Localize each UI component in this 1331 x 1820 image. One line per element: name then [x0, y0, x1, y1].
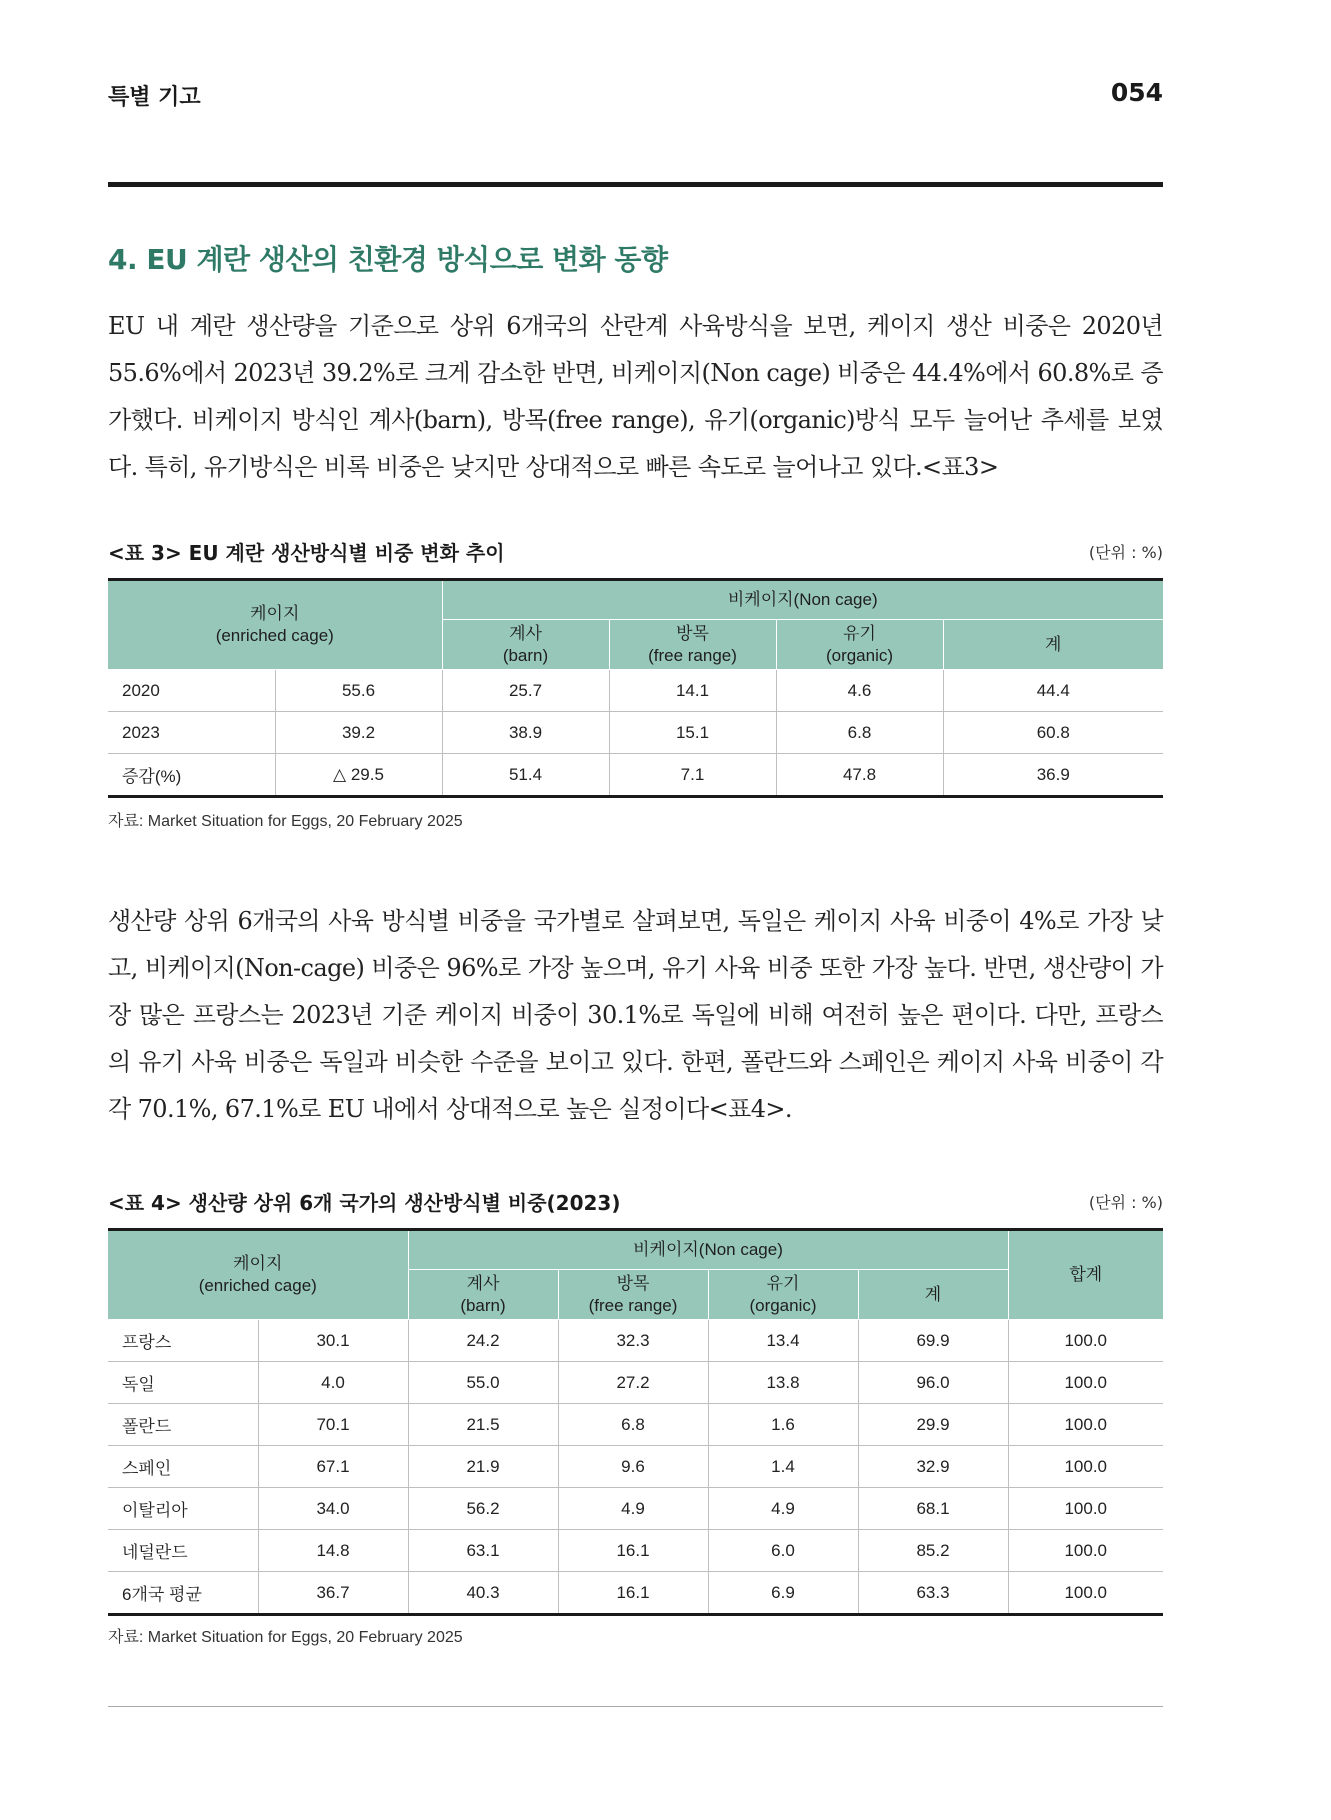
table3-header-barn-label: 계사 [509, 623, 542, 643]
cell-free: 16.1 [558, 1530, 708, 1572]
cell-sum: 100.0 [1008, 1404, 1163, 1446]
table3-unit: (단위 : %) [1088, 543, 1163, 562]
cell-organic: 4.6 [776, 670, 943, 712]
cell-cage: 4.0 [258, 1362, 408, 1404]
table3-header-free-label: 방목 [676, 623, 709, 643]
cell-cage: 70.1 [258, 1404, 408, 1446]
cell-cage: 36.7 [258, 1572, 408, 1615]
table3-header-organic-label: 유기 [843, 623, 876, 643]
cell-barn: 21.5 [408, 1404, 558, 1446]
table-row [108, 1404, 1163, 1446]
table4-header-free-sub: (free range) [588, 1295, 678, 1315]
table3-header-total: 계 [943, 620, 1163, 670]
table3-caption: <표 3> EU 계란 생산방식별 비중 변화 추이 [108, 541, 505, 565]
table3-header-free [609, 620, 776, 670]
table-row [108, 1446, 1163, 1488]
cell-total: 69.9 [858, 1320, 1008, 1362]
row-label: 2020 [108, 670, 275, 712]
table-row [108, 1572, 1163, 1615]
table3-header-cage-sub: (enriched cage) [215, 626, 334, 645]
table4-source: 자료: Market Situation for Eggs, 20 February 2025 [108, 1629, 463, 1646]
cell-total: 63.3 [858, 1572, 1008, 1615]
table4-header-cage-label: 케이지 [233, 1254, 283, 1273]
cell-barn: 40.3 [408, 1572, 558, 1615]
cell-organic: 13.8 [708, 1362, 858, 1404]
table4-header-organic-sub: (organic) [749, 1295, 817, 1315]
cell-barn: 25.7 [442, 670, 609, 712]
row-label: 2023 [108, 712, 275, 754]
cell-sum: 100.0 [1008, 1572, 1163, 1615]
table-row [108, 670, 1163, 712]
cell-free: 4.9 [558, 1488, 708, 1530]
cell-cage: △ 29.5 [275, 754, 442, 797]
table4-header-noncage: 비케이지(Non cage) [408, 1230, 1008, 1270]
table4 [108, 1228, 1163, 1616]
table3-header-noncage: 비케이지(Non cage) [442, 580, 1163, 620]
table4-header-free [558, 1270, 708, 1320]
cell-sum: 100.0 [1008, 1530, 1163, 1572]
table4-unit: (단위 : %) [1088, 1193, 1163, 1212]
cell-total: 44.4 [943, 670, 1163, 712]
cell-organic: 6.8 [776, 712, 943, 754]
table4-header-free-label: 방목 [616, 1273, 650, 1293]
table4-header-barn-sub: (barn) [460, 1295, 506, 1315]
cell-organic: 1.6 [708, 1404, 858, 1446]
table3-header-barn [442, 620, 609, 670]
table4-header-sum: 합계 [1008, 1230, 1163, 1320]
table4-header-barn-label: 계사 [466, 1273, 500, 1293]
table-row [108, 1530, 1163, 1572]
cell-barn: 56.2 [408, 1488, 558, 1530]
cell-barn: 55.0 [408, 1362, 558, 1404]
cell-cage: 30.1 [258, 1320, 408, 1362]
row-label: 스페인 [108, 1446, 258, 1488]
table3-header-cage-label: 케이지 [250, 604, 300, 623]
cell-total: 68.1 [858, 1488, 1008, 1530]
row-label: 네덜란드 [108, 1530, 258, 1572]
table4-header-organic-label: 유기 [766, 1273, 800, 1293]
table4-header-cage [108, 1230, 408, 1320]
cell-barn: 21.9 [408, 1446, 558, 1488]
cell-sum: 100.0 [1008, 1320, 1163, 1362]
table3-header-organic-sub: (organic) [825, 645, 894, 665]
cell-cage: 67.1 [258, 1446, 408, 1488]
header-rule [108, 182, 1163, 187]
cell-barn: 24.2 [408, 1320, 558, 1362]
table3-header-barn-sub: (barn) [502, 645, 549, 665]
row-label: 독일 [108, 1362, 258, 1404]
table3 [108, 578, 1163, 798]
header-section-label: 특별 기고 [108, 85, 201, 110]
table3-header-free-sub: (free range) [648, 645, 737, 665]
cell-sum: 100.0 [1008, 1446, 1163, 1488]
cell-free: 9.6 [558, 1446, 708, 1488]
cell-cage: 39.2 [275, 712, 442, 754]
cell-total: 36.9 [943, 754, 1163, 797]
table4-caption: <표 4> 생산량 상위 6개 국가의 생산방식별 비중(2023) [108, 1191, 621, 1215]
cell-organic: 47.8 [776, 754, 943, 797]
row-label: 증감(%) [122, 767, 182, 786]
cell-free: 6.8 [558, 1404, 708, 1446]
cell-free: 16.1 [558, 1572, 708, 1615]
table-row [108, 712, 1163, 754]
cell-sum: 100.0 [1008, 1488, 1163, 1530]
cell-total: 29.9 [858, 1404, 1008, 1446]
row-label: 6개국 평균 [122, 1585, 202, 1604]
table4-header-cage-sub: (enriched cage) [198, 1276, 317, 1295]
cell-organic: 6.9 [708, 1572, 858, 1615]
table-row [108, 1488, 1163, 1530]
table-row [108, 1362, 1163, 1404]
table4-header-organic [708, 1270, 858, 1320]
table3-header-cage [108, 580, 442, 670]
row-label: 이탈리아 [108, 1488, 258, 1530]
cell-organic: 4.9 [708, 1488, 858, 1530]
table-row [108, 754, 1163, 797]
table4-header-barn [408, 1270, 558, 1320]
cell-cage: 34.0 [258, 1488, 408, 1530]
table-row [108, 1320, 1163, 1362]
cell-organic: 1.4 [708, 1446, 858, 1488]
cell-cage: 55.6 [275, 670, 442, 712]
table3-source: 자료: Market Situation for Eggs, 20 February 2025 [108, 813, 463, 830]
cell-barn: 63.1 [408, 1530, 558, 1572]
footer-rule [108, 1706, 1163, 1707]
row-label: 폴란드 [108, 1404, 258, 1446]
cell-free: 27.2 [558, 1362, 708, 1404]
cell-total: 85.2 [858, 1530, 1008, 1572]
cell-free: 14.1 [609, 670, 776, 712]
cell-total: 32.9 [858, 1446, 1008, 1488]
cell-sum: 100.0 [1008, 1362, 1163, 1404]
section-title: 4. EU 계란 생산의 친환경 방식으로 변화 동향 [108, 243, 668, 276]
row-label: 프랑스 [108, 1320, 258, 1362]
cell-free: 7.1 [609, 754, 776, 797]
cell-organic: 6.0 [708, 1530, 858, 1572]
table4-header-total: 계 [858, 1270, 1008, 1320]
cell-total: 96.0 [858, 1362, 1008, 1404]
paragraph-1: EU 내 계란 생산량을 기준으로 상위 6개국의 산란계 사육방식을 보면, 케이지 생산 비중은 2020년 55.6%에서 2023년 39.2%로 크게 감소한 반면, 비케이지(Non cage) 비중은 44.4%에서 60.8%로 증가했다. 비케이지 방식인 계사(barn), 방목(free range), 유기(organic)방식 모두 늘어난 추세를 보였다. 특히, 유기방식은 비록 비중은 낮지만 상대적으로 빠른 속도로 늘어나고 있다.<표3> [108, 312, 1163, 481]
cell-cage: 14.8 [258, 1530, 408, 1572]
cell-free: 32.3 [558, 1320, 708, 1362]
cell-free: 15.1 [609, 712, 776, 754]
paragraph-2: 생산량 상위 6개국의 사육 방식별 비중을 국가별로 살펴보면, 독일은 케이지 사육 비중이 4%로 가장 낮고, 비케이지(Non-cage) 비중은 96%로 가장 높으며, 유기 사육 비중 또한 가장 높다. 반면, 생산량이 가장 많은 프랑스는 2023년 기준 케이지 비중이 30.1%로 독일에 비해 여전히 높은 편이다. 다만, 프랑스의 유기 사육 비중은 독일과 비슷한 수준을 보이고 있다. 한편, 폴란드와 스페인은 케이지 사육 비중이 각각 70.1%, 67.1%로 EU 내에서 상대적으로 높은 실정이다<표4>. [108, 907, 1163, 1123]
cell-organic: 13.4 [708, 1320, 858, 1362]
cell-barn: 51.4 [442, 754, 609, 797]
cell-total: 60.8 [943, 712, 1163, 754]
table3-header-organic [776, 620, 943, 670]
page-number: 054 [1110, 78, 1163, 107]
cell-barn: 38.9 [442, 712, 609, 754]
